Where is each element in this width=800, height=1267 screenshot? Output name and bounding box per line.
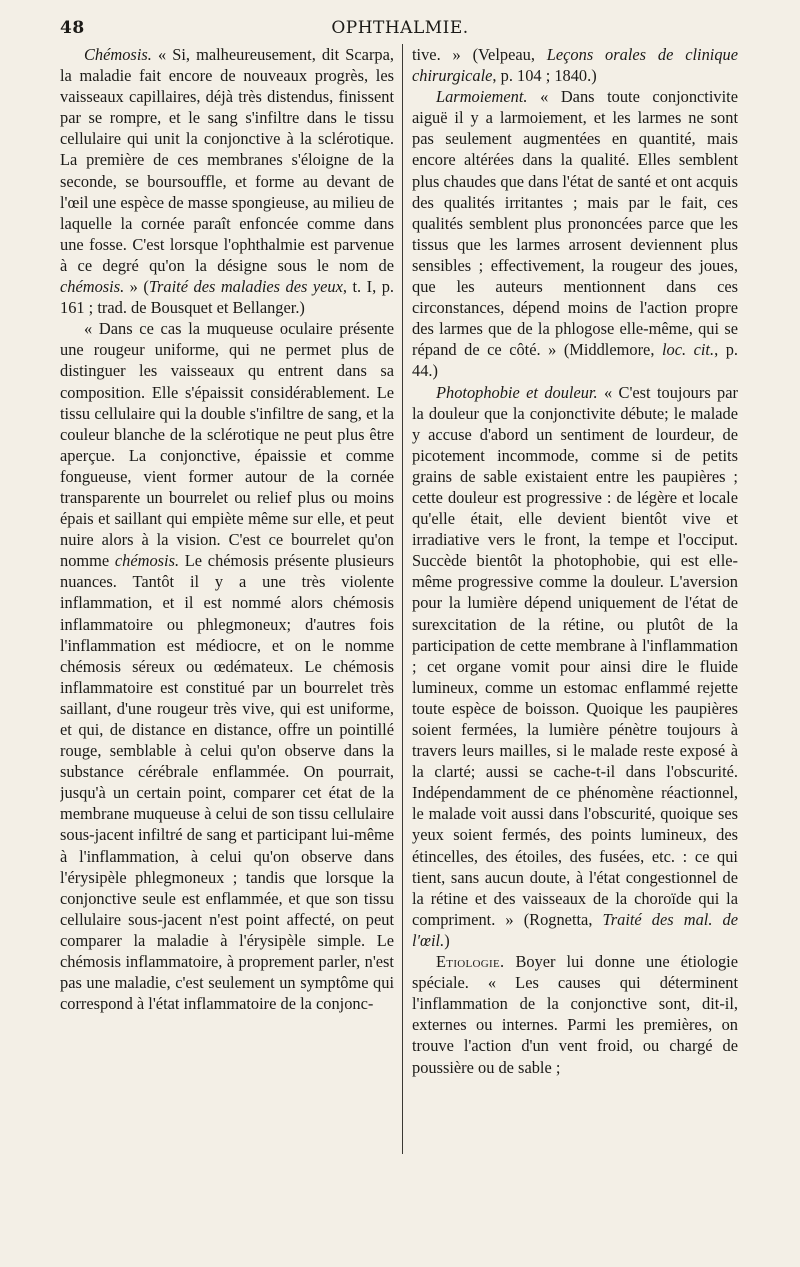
term-chemosis: chémosis. [60, 277, 125, 297]
source-title: Leçons orales de clinique chirurgicale [412, 45, 738, 86]
paragraph-continuation [412, 44, 738, 86]
paragraph-photophobie [412, 382, 738, 952]
running-title: OPHTHALMIE. [331, 18, 469, 38]
citation-page: , p. 44.) [412, 340, 738, 381]
paragraph-chemosis [60, 44, 394, 318]
section-title-chemosis: Chémosis. [84, 45, 152, 64]
source-title: Traité des maladies des yeux [148, 277, 343, 297]
source-title: Traité des mal. de l'œil. [412, 909, 738, 950]
paragraph-text: « Dans toute conjonctivite aiguë il y a larmoiement, et les larmes ne sont pas seulement augmentées en quantité, mais encore altérées dans la qualité. Elles semblent plus chaudes que dans l'état de santé et ont acquis des qualités irritantes ; mais par le fait, ces qualités semblent plus prononcées parce que les tissus que les larmes arrosent deviennent plus sensibles ; effectivement, la rougeur des joues, que les auteurs mentionnent dans ces circonstances, dépend moins de l'action propre des larmes que de la phlogose elle-même, qui se répand de ce côté. » (Middlemore, [412, 87, 738, 360]
paragraph-larmoiement [412, 86, 738, 381]
paragraph-text: tive. » (Velpeau, [412, 45, 547, 64]
term-chemosis: chémosis. [114, 551, 180, 571]
source-details: , p. 104 ; 1840.) [492, 66, 597, 86]
page-header [60, 18, 740, 44]
paragraph-text: Le chémosis présente plusieurs nuances. Tantôt il y a une très violente inflammation, et il est nommé alors chémosis inflammatoire ou phlegmoneux; d'autres fois l'inflammation est médiocre, et on le nomme chémosis séreux ou œdémateux. Le chémosis inflammatoire est constitué par un bourrelet très saillant, d'une rougeur très vive, qui est uniforme, et qui, de distance en distance, offre un pointillé rouge, semblable à celui qu'on observe dans la substance cérébrale enflammée. On pourrait, jusqu'à un certain point, comparer cet état de la membrane muqueuse à celui de son tissu cellulaire sous-jacent infiltré de sang et participant lui-même à l'inflammation, à celui qu'on observe dans l'érysipèle phlegmoneux ; tandis que lorsque la conjonctive seule est enflammée, et que son tissu cellulaire sous-jacent n'est point affecté, on peut comparer la maladie à l'érysipèle simple. Le chémosis inflammatoire, à proprement parler, n'est pas une maladie, c'est seulement un symptôme qui correspond à l'état inflammatoire de la conjonc- [60, 551, 394, 1014]
citation-loc-cit: loc. cit. [661, 340, 715, 360]
paragraph-text: « Si, malheureusement, dit Scarpa, la maladie fait encore de nouveaux progrès, les vaisseaux capillaires, déjà très distendus, finissent par se rompre, et le sang s'infiltre dans le tissu cellulaire qui unit la conjonctive à la sclérotique. La première de ces membranes s'éloigne de la seconde, se boursouffle, et forme au devant de l'œil une espèce de masse spongieuse, au milieu de laquelle la cornée paraît enfoncée comme dans une fosse. C'est lorsque l'ophthalmie est parvenue à ce degré qu'on la désigne sous le nom de [60, 45, 394, 275]
right-column [412, 44, 738, 1159]
column-divider [402, 44, 403, 1154]
paragraph-etiologie [412, 951, 738, 1078]
paragraph-chemosis-description [60, 318, 394, 1014]
left-column [60, 44, 394, 1159]
paragraph-text: « C'est toujours par la douleur que la conjonctivite débute; le malade y accuse d'abord un sentiment de lourdeur, de picotement incommode, comme si de petits grains de sable existaient entre les paupières ; cette douleur est progressive : de légère et locale qu'elle était, elle devient bientôt vive et irradiative vers le front, la tempe et l'occiput. Succède bientôt la photophobie, qui est elle-même progressive comme la douleur. L'aversion pour la lumière dépend uniquement de l'état de surexcitation de la rétine, ou plutôt de la participation de cette membrane à l'inflammation ; cet organe vomit pour ainsi dire le fluide lumineux, comme un estomac enflammé rejette toute espèce de boisson. Quoique les paupières soient fermées, la lumière pénètre toujours à travers leurs mailles, si le malade reste exposé à la clarté; aussi se cache-t-il dans l'obscurité. Indépendamment de ce phénomène réactionnel, le malade voit aussi dans l'obscurité, quoique ses yeux soient fermés, des points lumineux, des étincelles, des étoiles, des fusées, etc. : ce qui tient, sans aucun doute, à l'état congestionnel de la rétine et des vaisseaux de la choroïde qui la compriment. » (Rognetta, [412, 382, 738, 929]
section-title-photophobie: Photophobie et douleur. [436, 382, 598, 402]
paragraph-text: Boyer lui donne une étiologie spéciale. « Les causes qui déterminent l'inflammation de la conjonctive sont, dit-il, externes ou internes. Parmi les premières, on trouve l'action d'un vent froid, ou chargé de poussière ou de sable ; [412, 952, 738, 1077]
quote-close: » ( [124, 277, 149, 297]
paragraph-text: « Dans ce cas la muqueuse oculaire présente une rougeur uniforme, qui ne permet plus de distinguer les vaisseaux qu entrent dans sa composition. Elle s'épaissit considérablement. Le tissu cellulaire qui la double s'infiltre de sang, et la couleur blanche de la sclérotique ne peut plus être aperçue. La conjonctive, épaissie et comme fongueuse, vient former autour de la cornée transparente un bourrelet ou relief plus ou moins épais et saillant qui empiète même sur elle, et peut nuire alors à la vision. C'est ce bourrelet qu'on nomme [60, 319, 394, 571]
source-details: , t. I, p. 161 ; trad. de Bousquet et Bellanger.) [60, 277, 394, 318]
page-number: 48 [60, 18, 85, 38]
section-title-larmoiement: Larmoiement. [436, 87, 528, 107]
source-close: ) [444, 930, 450, 950]
section-title-etiologie: Etiologie. [436, 952, 505, 972]
